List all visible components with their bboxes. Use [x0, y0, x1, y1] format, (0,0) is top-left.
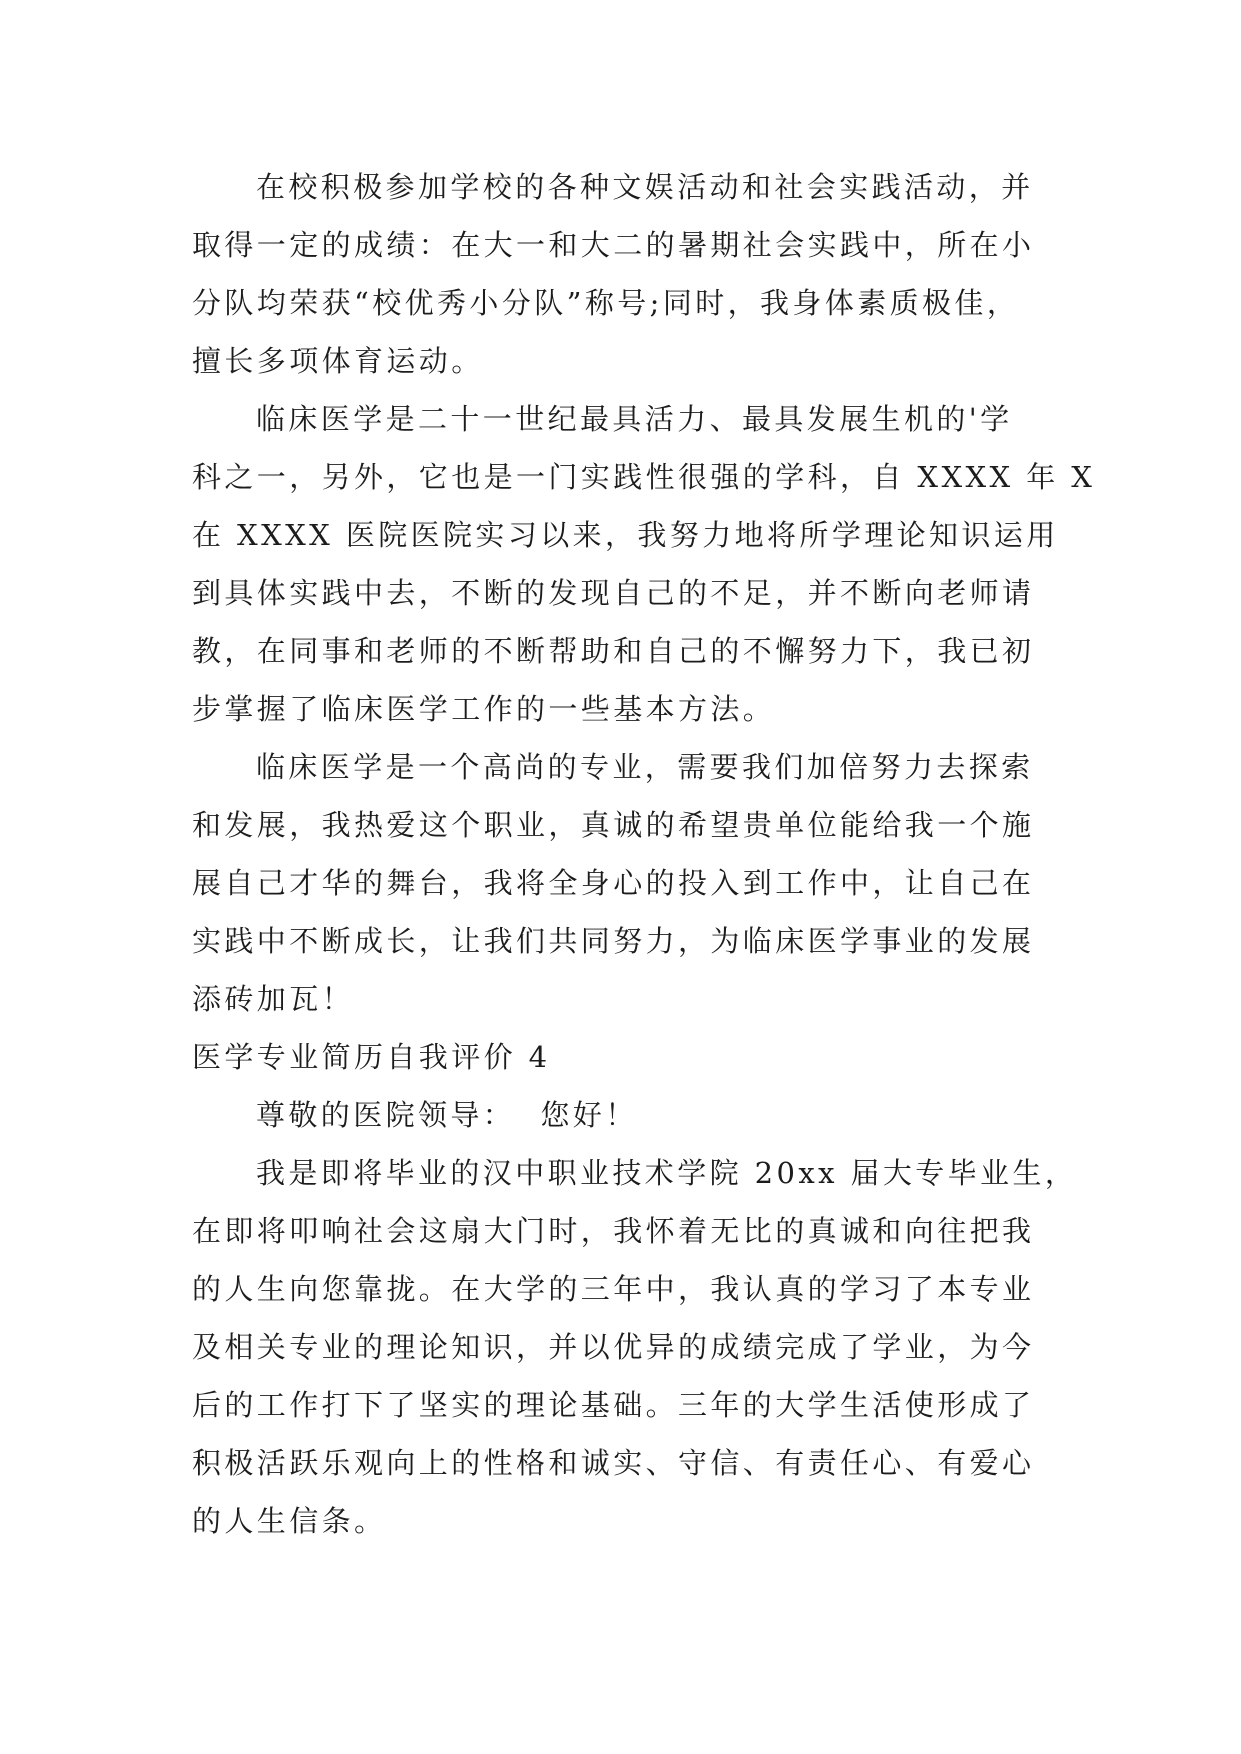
text-line: 在 XXXX 医院医院实习以来，我努力地将所学理论知识运用: [192, 518, 1059, 552]
text-line: 及相关专业的理论知识，并以优异的成绩完成了学业，为今: [192, 1330, 1035, 1364]
text-line: 展自己才华的舞台，我将全身心的投入到工作中，让自己在: [192, 866, 1035, 900]
text-line: 取得一定的成绩：在大一和大二的暑期社会实践中，所在小: [192, 228, 1035, 262]
document-body: [192, 158, 1096, 1550]
text-line: 的人生信条。: [192, 1504, 387, 1538]
text-line: 擅长多项体育运动。: [192, 344, 484, 378]
text-line: 教，在同事和老师的不断帮助和自己的不懈努力下，我已初: [192, 634, 1035, 668]
text-line: 积极活跃乐观向上的性格和诚实、守信、有责任心、有爱心: [192, 1446, 1035, 1480]
section-heading: 医学专业简历自我评价 4: [192, 1040, 551, 1074]
salutation: 尊敬的医院领导： 您好！: [256, 1098, 638, 1132]
text-line: 临床医学是二十一世纪最具活力、最具发展生机的'学: [256, 402, 1013, 436]
text-line: 我是即将毕业的汉中职业技术学院 20xx 届大专毕业生，: [256, 1156, 1078, 1190]
text-line: 在即将叩响社会这扇大门时，我怀着无比的真诚和向往把我: [192, 1214, 1035, 1248]
text-line: 在校积极参加学校的各种文娱活动和社会实践活动，并: [256, 170, 1034, 204]
text-line: 实践中不断成长，让我们共同努力，为临床医学事业的发展: [192, 924, 1035, 958]
text-line: 后的工作打下了坚实的理论基础。三年的大学生活使形成了: [192, 1388, 1035, 1422]
text-line: 到具体实践中去，不断的发现自己的不足，并不断向老师请: [192, 576, 1035, 610]
text-line: 添砖加瓦！: [192, 982, 355, 1016]
text-line: 和发展，我热爱这个职业，真诚的希望贵单位能给我一个施: [192, 808, 1035, 842]
text-line: 临床医学是一个高尚的专业，需要我们加倍努力去探索: [256, 750, 1034, 784]
text-line: 步掌握了临床医学工作的一些基本方法。: [192, 692, 776, 726]
text-line: 的人生向您靠拢。在大学的三年中，我认真的学习了本专业: [192, 1272, 1035, 1306]
text-line: 科之一，另外，它也是一门实践性很强的学科，自 XXXX 年 X: [192, 460, 1096, 494]
text-line: 分队均荣获“校优秀小分队”称号;同时，我身体素质极佳，: [192, 286, 1020, 320]
